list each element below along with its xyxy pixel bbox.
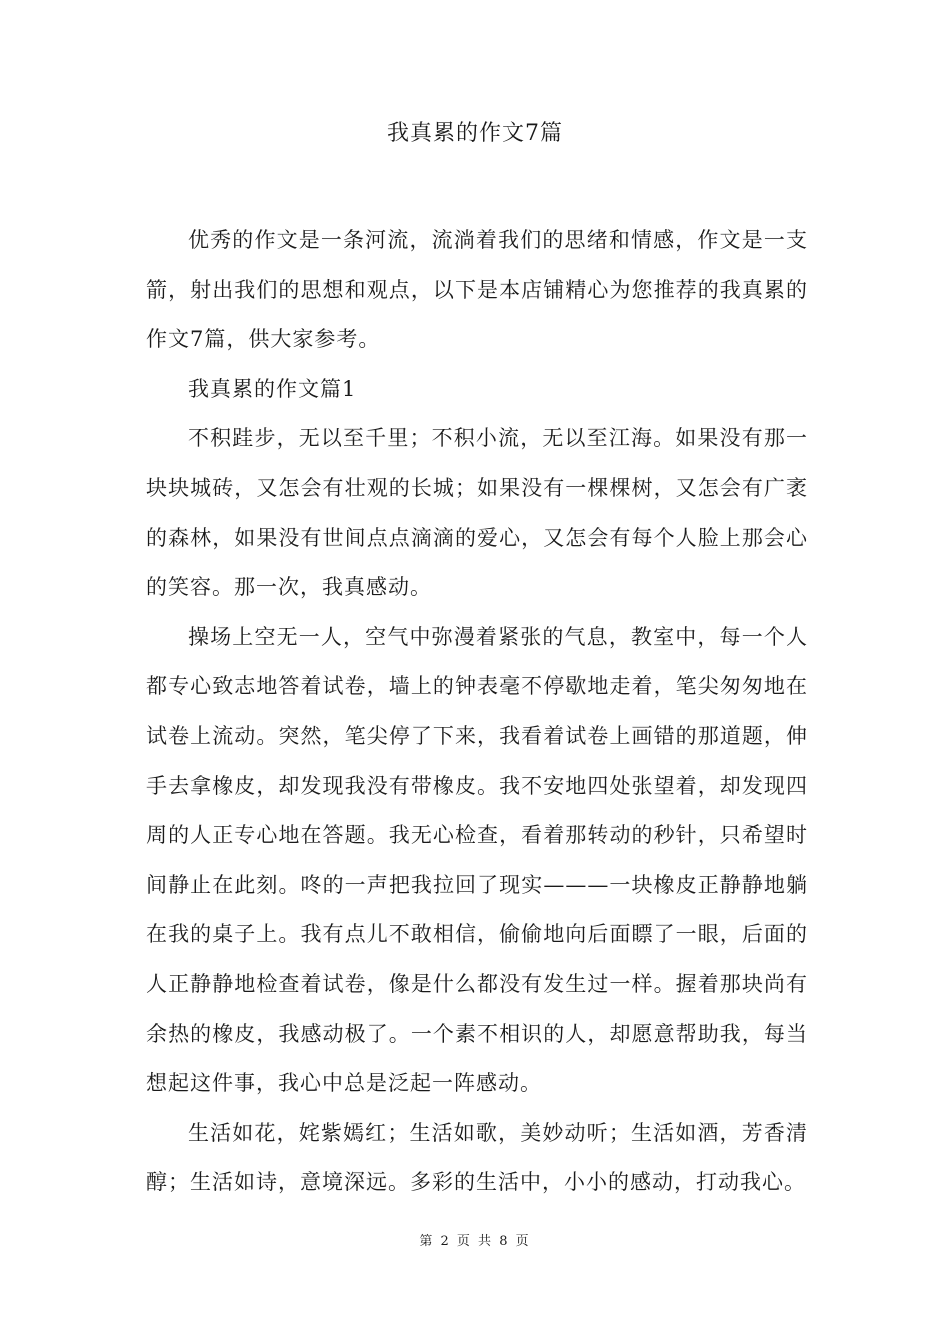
document-title: 我真累的作文7篇 xyxy=(387,121,563,146)
document-body xyxy=(146,216,808,1208)
body-paragraph: 生活如花，姹紫嫣红；生活如歌，美妙动听；生活如酒，芳香清醇；生活如诗，意境深远。多彩的生活中，小小的感动，打动我心。 xyxy=(146,1120,808,1195)
body-paragraph: 不积跬步，无以至千里；不积小流，无以至江海。如果没有那一块块城砖，又怎会有壮观的长城；如果没有一棵棵树，又怎会有广袤的森林，如果没有世间点点滴滴的爱心，又怎会有每个人脸上那会心的笑容。那一次，我真感动。 xyxy=(146,426,808,600)
intro-paragraph: 优秀的作文是一条河流，流淌着我们的思绪和情感，作文是一支箭，射出我们的思想和观点，以下是本店铺精心为您推荐的我真累的作文7篇，供大家参考。 xyxy=(146,228,808,352)
body-paragraph: 操场上空无一人，空气中弥漫着紧张的气息，教室中，每一个人都专心致志地答着试卷，墙上的钟表毫不停歇地走着，笔尖匆匆地在试卷上流动。突然，笔尖停了下来，我看着试卷上画错的那道题，伸手去拿橡皮，却发现我没有带橡皮。我不安地四处张望着，却发现四周的人正专心地在答题。我无心检查，看着那转动的秒针，只希望时间静止在此刻。咚的一声把我拉回了现实———一块橡皮正静静地躺在我的桌子上。我有点儿不敢相信，偷偷地向后面瞟了一眼，后面的人正静静地检查着试卷，像是什么都没有发生过一样。握着那块尚有余热的橡皮，我感动极了。一个素不相识的人，却愿意帮助我，每当想起这件事，我心中总是泛起一阵感动。 xyxy=(146,624,808,1096)
page-number-footer: 第 2 页 共 8 页 xyxy=(419,1234,531,1249)
section-heading: 我真累的作文篇1 xyxy=(188,376,357,401)
